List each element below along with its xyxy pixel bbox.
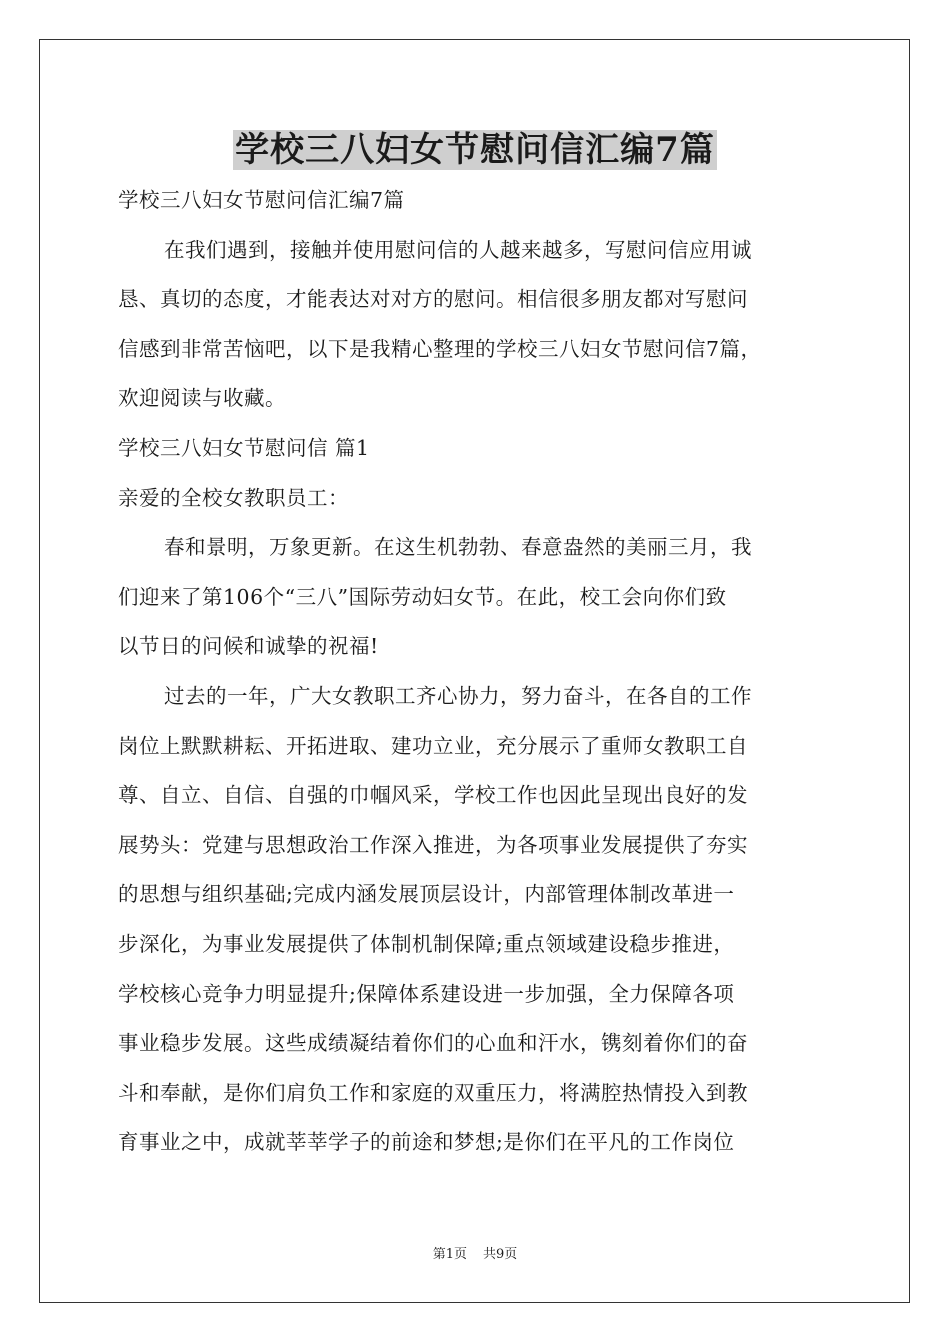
text-line: 学校核心竞争力明显提升;保障体系建设进一步加强，全力保障各项	[118, 981, 735, 1006]
page-number: 第1页	[432, 1247, 467, 1262]
page-footer	[0, 1246, 950, 1264]
text-line: 过去的一年，广大女教职工齐心协力，努力奋斗，在各自的工作	[164, 683, 752, 708]
text-line: 欢迎阅读与收藏。	[118, 386, 286, 411]
text-line: 春和景明，万象更新。在这生机勃勃、春意盎然的美丽三月，我	[164, 535, 752, 560]
document-title: 学校三八妇女节慰问信汇编7篇	[235, 130, 715, 170]
text-line: 们迎来了第106个“三八”国际劳动妇女节。在此，校工会向你们致	[118, 584, 727, 609]
text-line: 育事业之中，成就莘莘学子的前途和梦想;是你们在平凡的工作岗位	[118, 1130, 735, 1155]
subtitle-line: 学校三八妇女节慰问信汇编7篇	[118, 188, 405, 212]
salutation: 亲爱的全校女教职员工：	[118, 485, 349, 510]
text-line: 步深化，为事业发展提供了体制机制保障;重点领域建设稳步推进，	[118, 931, 735, 956]
text-line: 恳、真切的态度，才能表达对对方的慰问。相信很多朋友都对写慰问	[118, 287, 748, 312]
text-line: 事业稳步发展。这些成绩凝结着你们的心血和汗水，镌刻着你们的奋	[118, 1031, 748, 1056]
text-line: 以节日的问候和诚挚的祝福!	[118, 634, 379, 659]
text-line: 岗位上默默耕耘、开拓进取、建功立业，充分展示了重师女教职工自	[118, 733, 748, 758]
text-line: 展势头：党建与思想政治工作深入推进，为各项事业发展提供了夯实	[118, 832, 748, 857]
text-line: 斗和奉献，是你们肩负工作和家庭的双重压力，将满腔热情投入到教	[118, 1080, 748, 1105]
text-line: 在我们遇到，接触并使用慰问信的人越来越多，写慰问信应用诚	[164, 237, 752, 262]
section-heading: 学校三八妇女节慰问信 篇1	[118, 435, 370, 460]
text-line: 尊、自立、自信、自强的巾帼风采，学校工作也因此呈现出良好的发	[118, 783, 748, 808]
text-line: 信感到非常苦恼吧，以下是我精心整理的学校三八妇女节慰问信7篇，	[118, 336, 762, 361]
text-line: 的思想与组织基础;完成内涵发展顶层设计，内部管理体制改革进一	[118, 882, 735, 907]
document-body	[118, 176, 834, 1168]
page-total: 共9页	[483, 1247, 518, 1262]
